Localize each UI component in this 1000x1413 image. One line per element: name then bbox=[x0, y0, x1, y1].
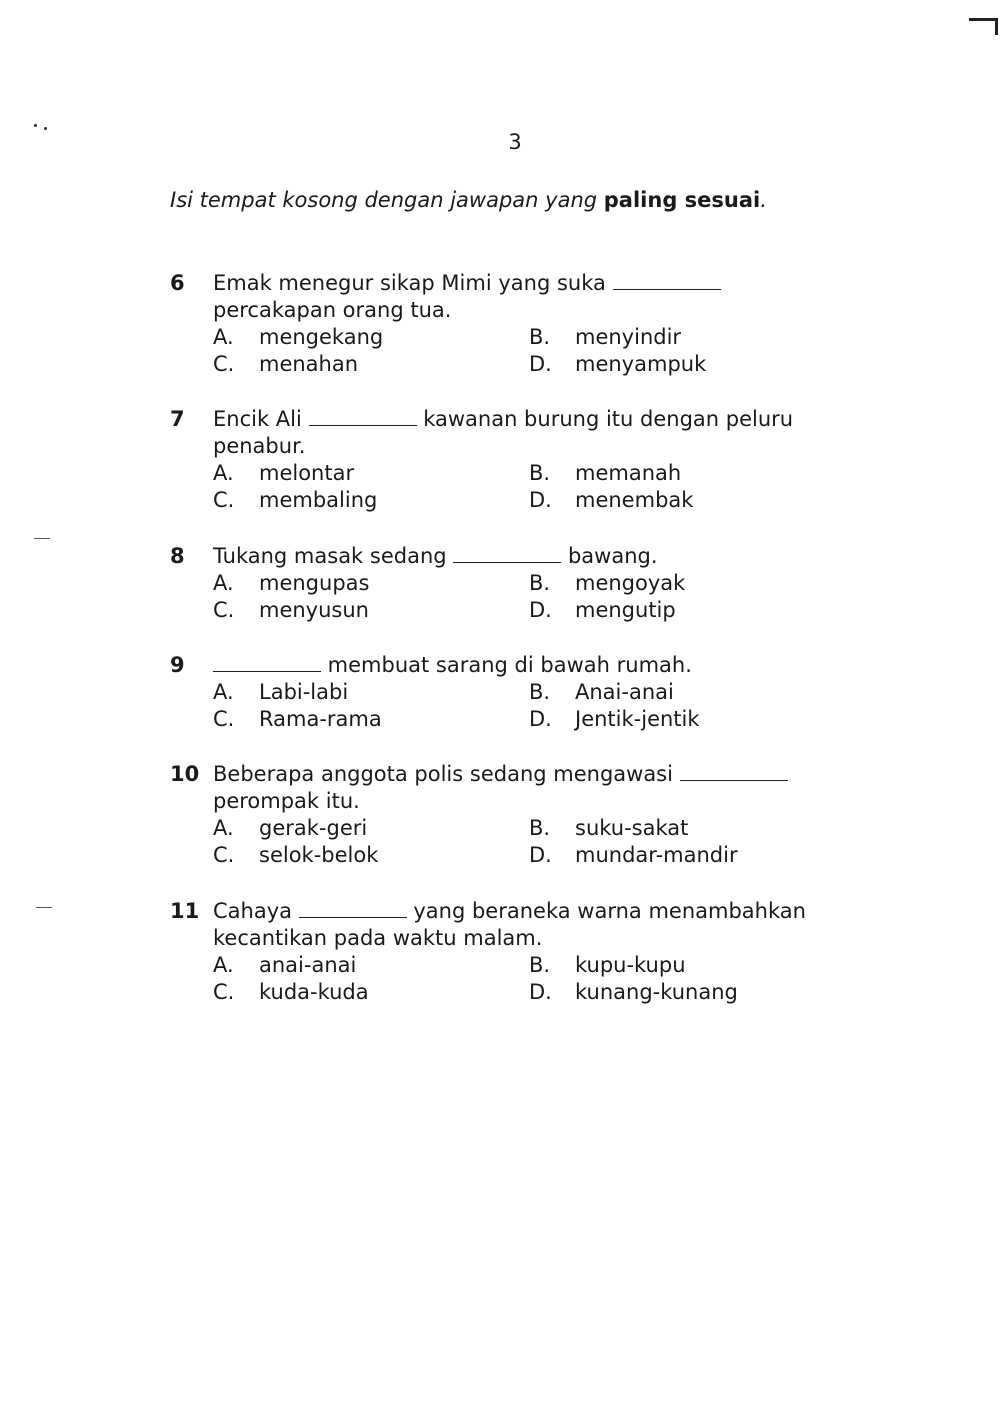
option-letter: B. bbox=[529, 953, 551, 977]
question-6 bbox=[170, 270, 850, 380]
question-number: 6 bbox=[170, 271, 185, 295]
option-c[interactable] bbox=[213, 487, 377, 514]
option-letter: A. bbox=[213, 953, 234, 977]
option-letter: D. bbox=[529, 980, 552, 1004]
option-text: gerak-geri bbox=[259, 816, 368, 840]
answer-blank[interactable] bbox=[453, 544, 561, 563]
option-letter: D. bbox=[529, 352, 552, 376]
option-a[interactable] bbox=[213, 570, 369, 597]
option-letter: D. bbox=[529, 598, 552, 622]
question-text bbox=[213, 652, 850, 679]
options bbox=[213, 570, 850, 626]
option-c[interactable] bbox=[213, 979, 369, 1006]
instruction-emphasis: paling sesuai bbox=[603, 188, 761, 212]
option-text: mengupas bbox=[259, 571, 370, 595]
question-number: 10 bbox=[170, 762, 200, 786]
option-text: mengoyak bbox=[575, 571, 686, 595]
option-c[interactable] bbox=[213, 842, 378, 869]
question-text-before: Cahaya bbox=[213, 899, 299, 923]
option-text: kuda-kuda bbox=[259, 980, 369, 1004]
option-letter: C. bbox=[213, 598, 235, 622]
instruction-end: . bbox=[760, 188, 767, 212]
answer-blank[interactable] bbox=[309, 407, 417, 426]
answer-blank[interactable] bbox=[680, 762, 788, 781]
question-10 bbox=[170, 761, 850, 871]
option-letter: B. bbox=[529, 816, 551, 840]
option-a[interactable] bbox=[213, 679, 348, 706]
option-letter: C. bbox=[213, 980, 235, 1004]
question-text bbox=[213, 898, 850, 952]
answer-blank[interactable] bbox=[299, 899, 407, 918]
question-number: 7 bbox=[170, 407, 185, 431]
question-text-before: Tukang masak sedang bbox=[213, 544, 454, 568]
scan-corner-mark bbox=[969, 18, 998, 35]
answer-blank[interactable] bbox=[613, 271, 721, 290]
question-number: 11 bbox=[170, 899, 200, 923]
option-a[interactable] bbox=[213, 324, 383, 351]
option-text: menyusun bbox=[259, 598, 369, 622]
option-d[interactable] bbox=[529, 706, 700, 733]
option-text: mengutip bbox=[575, 598, 676, 622]
option-text: membaling bbox=[259, 488, 378, 512]
option-text: Jentik-jentik bbox=[575, 707, 700, 731]
option-letter: C. bbox=[213, 707, 235, 731]
scan-dash bbox=[36, 907, 52, 908]
question-text-before: Beberapa anggota polis sedang mengawasi bbox=[213, 762, 680, 786]
question-text-after: bawang. bbox=[561, 544, 658, 568]
option-c[interactable] bbox=[213, 597, 369, 624]
option-letter: D. bbox=[529, 707, 552, 731]
option-letter: C. bbox=[213, 843, 235, 867]
option-text: menyampuk bbox=[575, 352, 707, 376]
option-text: Rama-rama bbox=[259, 707, 382, 731]
option-text: selok-belok bbox=[259, 843, 379, 867]
option-b[interactable] bbox=[529, 324, 681, 351]
question-text-before: Emak menegur sikap Mimi yang suka bbox=[213, 271, 613, 295]
options bbox=[213, 952, 850, 1008]
question-text-after: yang beraneka warna menambahkan kecantikan pada waktu malam. bbox=[213, 899, 806, 950]
option-text: kunang-kunang bbox=[575, 980, 738, 1004]
option-b[interactable] bbox=[529, 460, 681, 487]
instruction-text: Isi tempat kosong dengan jawapan yang bbox=[170, 188, 604, 212]
question-number: 9 bbox=[170, 653, 185, 677]
question-text bbox=[213, 543, 850, 570]
question-text bbox=[213, 406, 850, 460]
option-a[interactable] bbox=[213, 815, 367, 842]
option-text: Anai-anai bbox=[575, 680, 674, 704]
option-text: menyindir bbox=[575, 325, 682, 349]
option-b[interactable] bbox=[529, 679, 674, 706]
question-text bbox=[213, 270, 850, 324]
option-d[interactable] bbox=[529, 351, 706, 378]
question-7 bbox=[170, 406, 850, 516]
option-letter: A. bbox=[213, 816, 234, 840]
option-a[interactable] bbox=[213, 460, 354, 487]
question-11 bbox=[170, 898, 850, 1008]
option-d[interactable] bbox=[529, 979, 738, 1006]
option-letter: B. bbox=[529, 680, 551, 704]
option-c[interactable] bbox=[213, 351, 358, 378]
option-c[interactable] bbox=[213, 706, 382, 733]
option-letter: A. bbox=[213, 461, 234, 485]
option-text: menembak bbox=[575, 488, 694, 512]
option-letter: D. bbox=[529, 843, 552, 867]
option-d[interactable] bbox=[529, 597, 676, 624]
option-letter: B. bbox=[529, 325, 551, 349]
option-letter: A. bbox=[213, 680, 234, 704]
question-text-after: perompak itu. bbox=[213, 789, 360, 813]
option-text: anai-anai bbox=[259, 953, 357, 977]
option-letter: A. bbox=[213, 325, 234, 349]
option-letter: A. bbox=[213, 571, 234, 595]
option-text: mundar-mandir bbox=[575, 843, 738, 867]
option-d[interactable] bbox=[529, 487, 693, 514]
scan-speck bbox=[34, 124, 37, 127]
option-text: mengekang bbox=[259, 325, 384, 349]
option-a[interactable] bbox=[213, 952, 356, 979]
option-letter: B. bbox=[529, 571, 551, 595]
question-text-after: percakapan orang tua. bbox=[213, 298, 452, 322]
option-text: kupu-kupu bbox=[575, 953, 686, 977]
option-text: memanah bbox=[575, 461, 682, 485]
answer-blank[interactable] bbox=[213, 653, 321, 672]
option-text: suku-sakat bbox=[575, 816, 689, 840]
options bbox=[213, 460, 850, 516]
scan-dash bbox=[34, 538, 50, 539]
option-letter: C. bbox=[213, 352, 235, 376]
option-text: menahan bbox=[259, 352, 359, 376]
question-8 bbox=[170, 543, 850, 626]
option-text: Labi-labi bbox=[259, 680, 349, 704]
option-b[interactable] bbox=[529, 815, 688, 842]
question-text-after: kawanan burung itu dengan peluru penabur. bbox=[213, 407, 794, 458]
question-text-after: membuat sarang di bawah rumah. bbox=[321, 653, 692, 677]
question-number: 8 bbox=[170, 544, 185, 568]
option-text: melontar bbox=[259, 461, 355, 485]
option-b[interactable] bbox=[529, 570, 685, 597]
option-letter: D. bbox=[529, 488, 552, 512]
option-letter: B. bbox=[529, 461, 551, 485]
page-number: 3 bbox=[508, 130, 522, 154]
question-9 bbox=[170, 652, 850, 735]
options bbox=[213, 679, 850, 735]
options bbox=[213, 324, 850, 380]
options bbox=[213, 815, 850, 871]
option-b[interactable] bbox=[529, 952, 686, 979]
question-text bbox=[213, 761, 850, 815]
question-text-before: Encik Ali bbox=[213, 407, 309, 431]
instruction bbox=[170, 188, 767, 212]
option-letter: C. bbox=[213, 488, 235, 512]
option-d[interactable] bbox=[529, 842, 738, 869]
